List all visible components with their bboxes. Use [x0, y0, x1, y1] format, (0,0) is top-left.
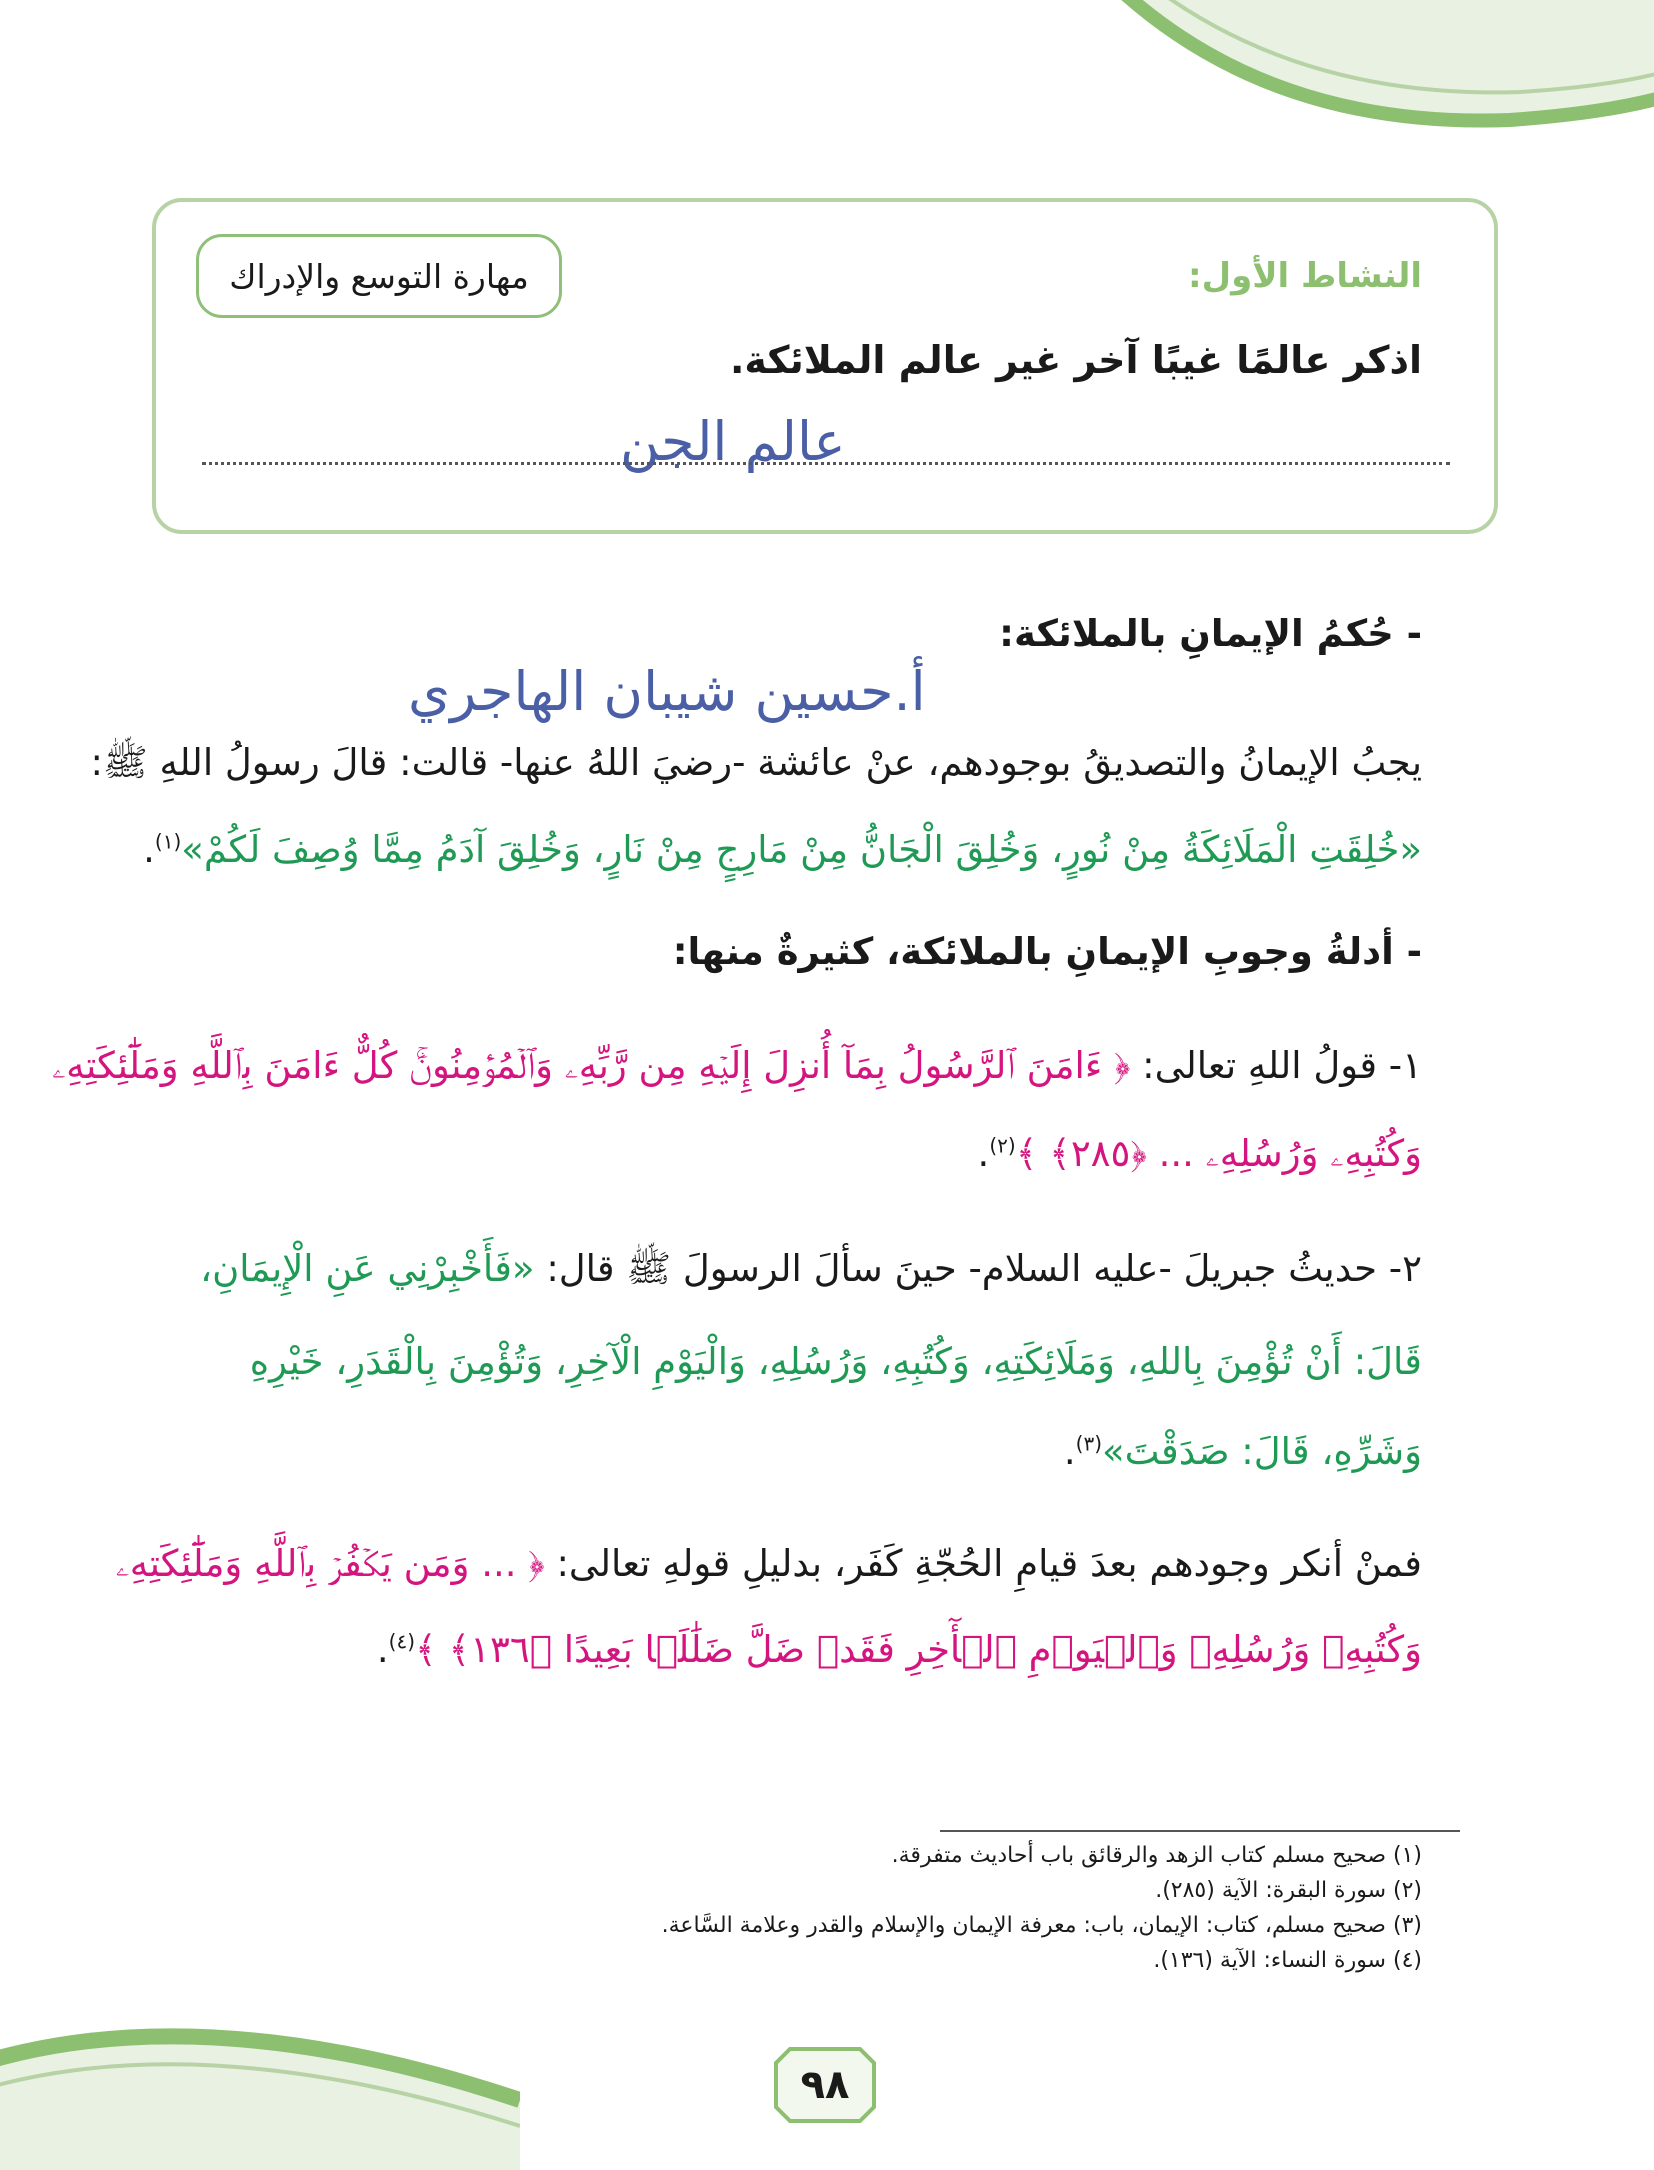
- ruling-hadith: «خُلِقَتِ الْمَلَائِكَةُ مِنْ نُورٍ، وَخُلِقَ الْجَانُّ مِنْ مَارِجٍ مِنْ نَارٍ، وَخُلِقَ آدَمُ مِمَّا وُصِفَ لَكُمْ»: [181, 828, 1422, 871]
- footnote-ref-3: (٣): [1075, 1431, 1103, 1456]
- footnote-ref-2: (٢): [989, 1133, 1016, 1158]
- denial-verse-b: وَكُتُبِهِۦ وَرُسُلِهِۦ وَٱلۡيَوۡمِ ٱلۡأٓخِرِ فَقَدۡ ضَلَّ ضَلَٰلَۢا بَعِيدًا ﴿١٣٦﴾ ﴾: [415, 1628, 1422, 1671]
- evidence-item2-text-b: قَالَ: أَنْ تُؤْمِنَ بِاللهِ، وَمَلَائِكَتِهِ، وَكُتُبِهِ، وَرُسُلِهِ، وَالْيَوْمِ الْآخِرِ، وَتُؤْمِنَ بِالْقَدَرِ، خَيْرِهِ: [249, 1340, 1422, 1383]
- footnote-4: (٤) سورة النساء: الآية (١٣٦).: [1153, 1948, 1422, 1973]
- bottom-corner-decoration: [0, 1950, 520, 2170]
- denial-verse-a: ﴿ ... وَمَن يَكۡفُرۡ بِٱللَّهِ وَمَلَٰٓئِكَتِهِۦ: [115, 1542, 545, 1585]
- evidence-item1-prefix: ١- قولُ اللهِ تعالى:: [1142, 1044, 1422, 1087]
- item1-end: .: [977, 1132, 990, 1175]
- footnote-separator: [940, 1830, 1460, 1832]
- top-corner-decoration: [1090, 0, 1654, 150]
- activity-answer-handwritten: عالم الجن: [620, 410, 846, 473]
- evidence-heading: - أدلةُ وجوبِ الإيمانِ بالملائكة، كثيرةٌ منها:: [672, 930, 1422, 973]
- ruling-heading: - حُكمُ الإيمانِ بالملائكة:: [999, 612, 1422, 655]
- denial-line-a: [116, 1542, 1422, 1586]
- evidence-item1-verse-b: وَكُتُبِهِۦ وَرُسُلِهِۦ ... ﴿٢٨٥﴾ ﴾: [1015, 1132, 1422, 1175]
- evidence-item1-line-a: [52, 1044, 1422, 1088]
- page-number: ٩٨: [800, 2062, 850, 2108]
- evidence-item2-text-c: وَشَرِّهِ، قَالَ: صَدَقْتَ»: [1102, 1430, 1422, 1473]
- footnote-3: (٣) صحيح مسلم، كتاب: الإيمان، باب: معرفة الإيمان والإسلام والقدر وعلامة السَّاعة.: [661, 1913, 1422, 1938]
- evidence-item1-verse-a: ﴿ ءَامَنَ ٱلرَّسُولُ بِمَآ أُنزِلَ إِلَيۡهِ مِن رَّبِّهِۦ وَٱلۡمُؤۡمِنُونَۚ كُلٌّ ءَامَنَ بِٱللَّهِ وَمَلَٰٓئِكَتِهِۦ: [52, 1044, 1131, 1087]
- evidence-item2-text-a: «فَأَخْبِرْنِي عَنِ الْإِيمَانِ،: [200, 1247, 535, 1290]
- answer-dotted-line: [202, 462, 1450, 465]
- denial-end: .: [376, 1628, 389, 1671]
- footnote-ref-1: (١): [154, 829, 182, 854]
- evidence-item2-line-a: [200, 1246, 1422, 1300]
- evidence-item2-prefix: ٢- حديثُ جبريلَ -عليه السلام- حينَ سألَ الرسولَ ﷺ قال:: [546, 1247, 1422, 1290]
- ruling-intro: يجبُ الإيمانُ والتصديقُ بوجودهم، عنْ عائشة -رضيَ اللهُ عنها- قالت: قالَ رسولُ اللهِ ﷺ:: [90, 741, 1422, 784]
- activity-question: اذكر عالمًا غيبًا آخر غير عالم الملائكة.: [729, 338, 1422, 382]
- footnote-ref-4: (٤): [388, 1629, 416, 1654]
- denial-line-b: [377, 1628, 1422, 1671]
- evidence-item2-line-c: [1064, 1430, 1422, 1473]
- ruling-hadith-line: [143, 828, 1422, 871]
- footnote-2: (٢) سورة البقرة: الآية (٢٨٥).: [1155, 1878, 1422, 1903]
- skill-badge: مهارة التوسع والإدراك: [196, 234, 562, 318]
- evidence-item1-line-b: [978, 1132, 1422, 1176]
- hadith-end: .: [143, 828, 155, 871]
- item2-end: .: [1063, 1430, 1076, 1473]
- activity-title: النشاط الأول:: [1187, 256, 1422, 296]
- author-handwritten-name: أ.حسين شيبان الهاجري: [408, 660, 926, 723]
- denial-prefix: فمنْ أنكر وجودهم بعدَ قيامِ الحُجّةِ كَفَر، بدليلِ قولهِ تعالى:: [556, 1542, 1422, 1585]
- footnote-1: (١) صحيح مسلم كتاب الزهد والرقائق باب أحاديث متفرقة.: [891, 1843, 1422, 1868]
